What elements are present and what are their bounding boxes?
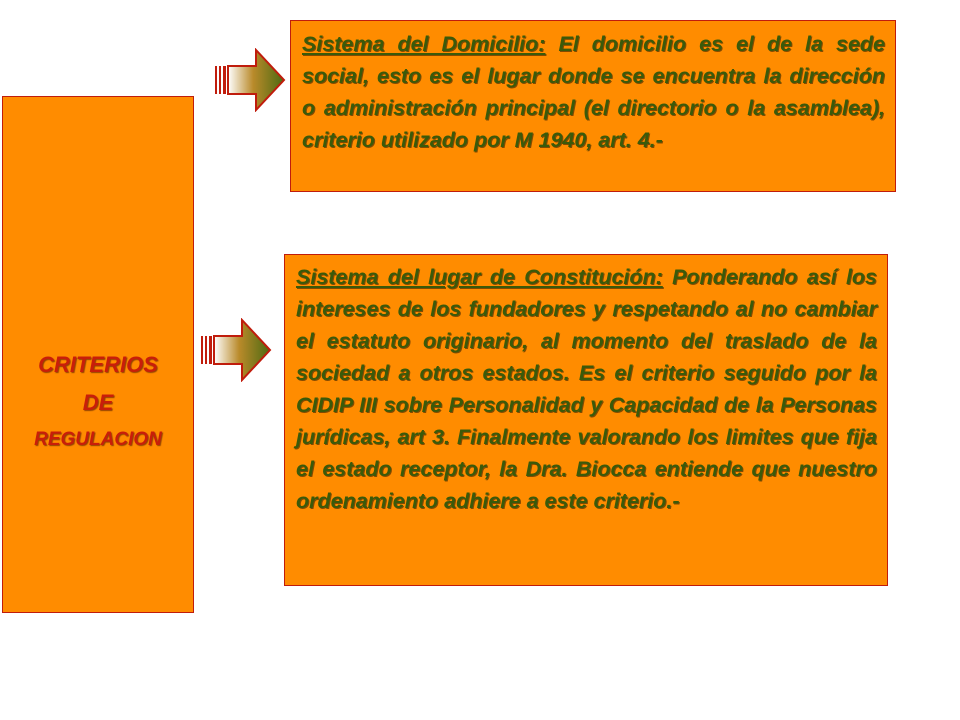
arrow-right-icon (200, 318, 272, 382)
criteria-title-line3: REGULACION (34, 429, 162, 450)
criteria-title-line1: CRITERIOS (38, 352, 158, 377)
constitucion-text (296, 261, 877, 517)
criteria-title-line2: DE (82, 390, 114, 415)
domicilio-text (302, 28, 885, 156)
constitucion-body: Ponderando así los intereses de los fundadores y respetando al no cambiar el estatuto originario, al momento del traslado de la sociedad a otros estados. Es el criterio seguido por la CIDIP III sobre Personalidad y Capacidad de la Personas jurídicas, art 3. Finalmente valorando los limites que fija el estado receptor, la Dra. Biocca entiende que nuestro ordenamiento adhiere a este criterio.- (296, 265, 878, 513)
domicilio-box (290, 20, 896, 192)
domicilio-heading: Sistema del Domicilio: (302, 32, 546, 56)
domicilio-body: El domicilio es el de la sede social, esto es el lugar donde se encuentra la dirección o administración principal (el directorio o la asamblea), criterio utilizado por M 1940, art. 4.- (302, 32, 885, 152)
criteria-box (2, 96, 194, 613)
constitucion-heading: Sistema del lugar de Constitución: (296, 265, 663, 289)
constitucion-box (284, 254, 888, 586)
criteria-title (3, 347, 193, 455)
arrow-right-icon (214, 48, 286, 112)
